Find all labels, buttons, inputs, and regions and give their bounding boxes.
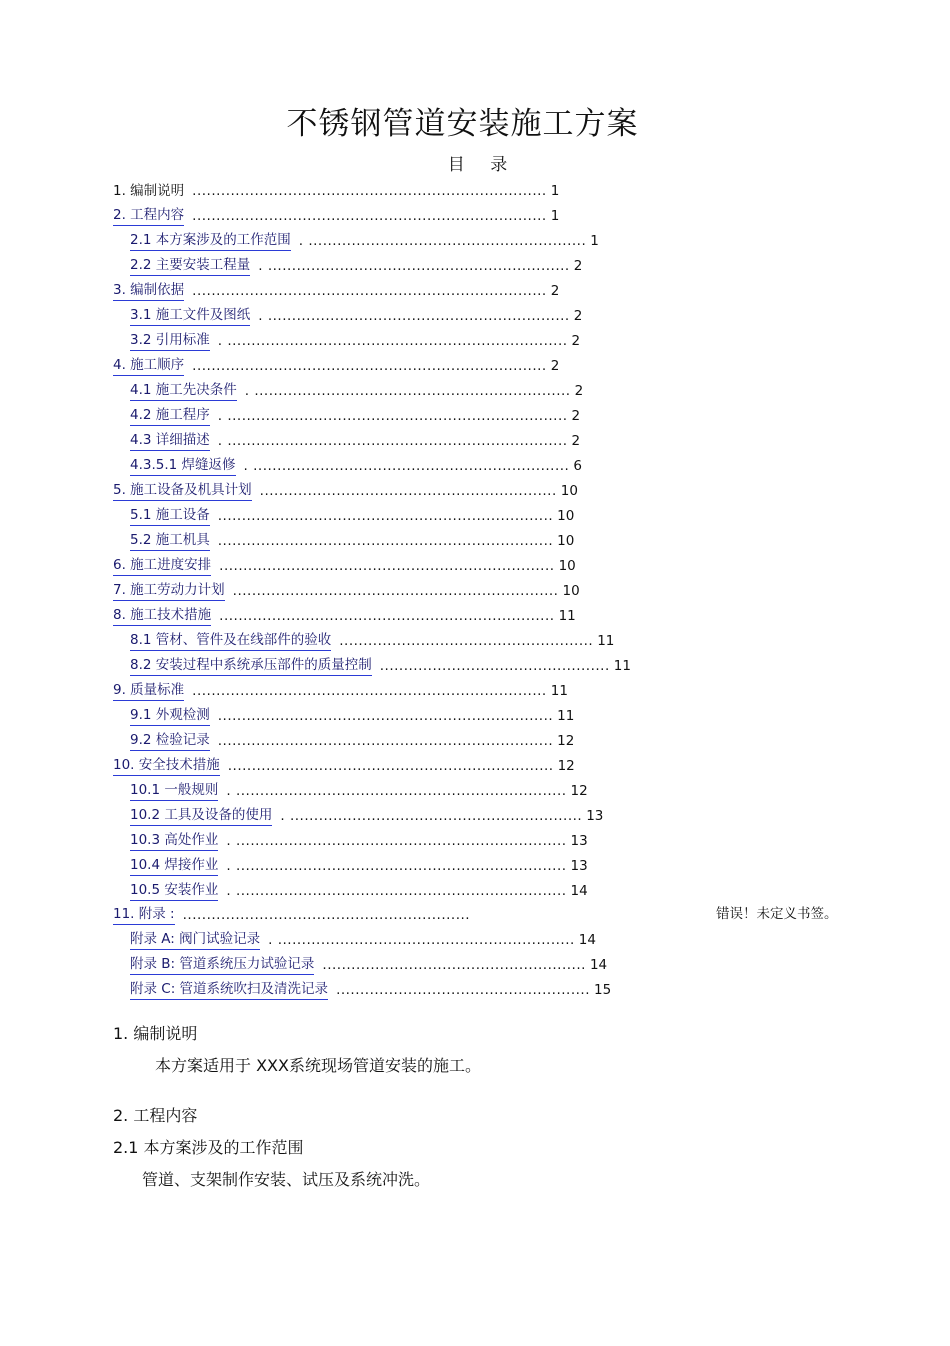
- toc-entry[interactable]: [130, 930, 596, 950]
- toc-entry[interactable]: [130, 431, 580, 451]
- toc-entry-page-number: 11: [613, 658, 631, 674]
- toc-entry-label[interactable]: 6. 施工进度安排: [113, 555, 211, 576]
- toc-entry-leader-dots: .......................................................: [322, 957, 586, 973]
- toc-entry-page-number: 13: [570, 833, 588, 849]
- section-2-1-heading: 2.1 本方案涉及的工作范围: [113, 1138, 304, 1157]
- toc-entry-label[interactable]: 8.2 安装过程中系统承压部件的质量控制: [130, 655, 372, 676]
- toc-entry-label[interactable]: 9.1 外观检测: [130, 705, 210, 726]
- toc-entry[interactable]: [113, 356, 559, 376]
- toc-entry-leader-dots: ......................................................................: [219, 608, 555, 624]
- toc-entry-label[interactable]: 7. 施工劳动力计划: [113, 580, 225, 601]
- toc-entry[interactable]: [113, 281, 559, 301]
- toc-entry-page-number: 11: [550, 683, 568, 699]
- toc-entry[interactable]: [113, 756, 575, 776]
- toc-entry[interactable]: [113, 905, 474, 925]
- toc-entry-label[interactable]: 附录 A: 阀门试验记录: [130, 929, 260, 950]
- toc-entry-page-number: 1: [590, 233, 599, 249]
- toc-entry-leader-dots: ..........................................................................: [192, 283, 547, 299]
- toc-entry-page-number: 2: [550, 283, 560, 299]
- section-1-heading: 1. 编制说明: [113, 1024, 198, 1043]
- toc-entry-page-number: 2: [550, 358, 560, 374]
- toc-entry[interactable]: [130, 631, 614, 651]
- toc-entry-leader-dots: ....................................................................: [232, 583, 559, 599]
- toc-entry-label[interactable]: 4.2 施工程序: [130, 405, 210, 426]
- toc-entry-page-number: 13: [570, 858, 588, 874]
- toc-entry-leader-dots: ......................................................................: [219, 558, 555, 574]
- toc-entry[interactable]: [130, 955, 607, 975]
- toc-entry-label[interactable]: 2.2 主要安装工程量: [130, 255, 250, 276]
- toc-entry-page-number: 15: [594, 982, 612, 998]
- toc-entry-leader-dots: ............................................................: [182, 907, 471, 923]
- toc-entry-page-number: 2: [574, 383, 584, 399]
- toc-entry[interactable]: [130, 980, 611, 1000]
- toc-entry-leader-dots: . ..............................................................: [268, 932, 575, 948]
- toc-entry[interactable]: [130, 256, 582, 276]
- toc-entry-leader-dots: ..........................................................................: [192, 183, 547, 199]
- toc-entry-leader-dots: .....................................................: [336, 982, 590, 998]
- toc-entry[interactable]: [130, 656, 631, 676]
- toc-entry-leader-dots: . ...............................................................: [258, 308, 570, 324]
- toc-entry-page-number: 2: [573, 258, 583, 274]
- toc-entry[interactable]: [113, 681, 568, 701]
- toc-entry-page-number: 13: [586, 808, 604, 824]
- toc-entry-leader-dots: . ...............................................................: [258, 258, 570, 274]
- toc-entry-leader-dots: ..........................................................................: [192, 683, 547, 699]
- toc-entry-leader-dots: .....................................................: [339, 633, 594, 649]
- toc-entry[interactable]: [130, 331, 580, 351]
- toc-entry-page-number: 10: [562, 583, 580, 599]
- toc-entry-leader-dots: . .......................................................................: [217, 433, 568, 449]
- toc-entry-leader-dots: . .....................................................................: [226, 833, 567, 849]
- toc-entry-page-number: 11: [597, 633, 615, 649]
- toc-entry-label[interactable]: 10. 安全技术措施: [113, 755, 220, 776]
- toc-entry[interactable]: [130, 456, 582, 476]
- toc-bookmark-error: 错误！未定义书签。: [716, 906, 838, 922]
- toc-entry-leader-dots: ..............................................................: [259, 483, 557, 499]
- toc-entry-label[interactable]: 3.1 施工文件及图纸: [130, 305, 250, 326]
- toc-entry-label[interactable]: 8. 施工技术措施: [113, 605, 211, 626]
- toc-entry-label[interactable]: 10.4 焊接作业: [130, 855, 218, 876]
- toc-entry[interactable]: [113, 481, 578, 501]
- toc-entry: [113, 181, 559, 201]
- toc-entry-page-number: 11: [558, 608, 576, 624]
- toc-entry-page-number: 6: [573, 458, 582, 474]
- toc-entry[interactable]: [113, 606, 576, 626]
- toc-entry-label[interactable]: 附录 B: 管道系统压力试验记录: [130, 954, 314, 975]
- toc-entry-page-number: 1: [550, 183, 560, 199]
- toc-entry[interactable]: [130, 531, 574, 551]
- toc-entry-page-number: 11: [557, 708, 575, 724]
- toc-entry-label[interactable]: 4.1 施工先决条件: [130, 380, 237, 401]
- toc-entry[interactable]: [130, 831, 588, 851]
- toc-entry[interactable]: [130, 706, 574, 726]
- toc-entry-page-number: 2: [571, 433, 581, 449]
- toc-entry-leader-dots: . .....................................................................: [226, 858, 567, 874]
- toc-entry-label[interactable]: 5.1 施工设备: [130, 505, 210, 526]
- toc-entry-leader-dots: ......................................................................: [217, 733, 554, 749]
- section-2-heading: 2. 工程内容: [113, 1106, 198, 1125]
- toc-entry-page-number: 2: [571, 408, 581, 424]
- toc-entry-label[interactable]: 3.2 引用标准: [130, 330, 210, 351]
- toc-entry-label[interactable]: 2.1 本方案涉及的工作范围: [130, 230, 291, 251]
- toc-entry-label[interactable]: 4.3 详细描述: [130, 430, 210, 451]
- toc-entry[interactable]: [130, 781, 588, 801]
- toc-entry[interactable]: [113, 206, 559, 226]
- toc-entry-leader-dots: . ..................................................................: [244, 383, 571, 399]
- toc-entry-label[interactable]: 4. 施工顺序: [113, 355, 184, 376]
- toc-entry-page-number: 2: [571, 333, 581, 349]
- toc-entry-page-number: 12: [557, 758, 575, 774]
- toc-entry[interactable]: [130, 881, 588, 901]
- toc-entry-page-number: 12: [570, 783, 588, 799]
- toc-entry-page-number: 10: [557, 508, 575, 524]
- toc-entry-leader-dots: ......................................................................: [217, 508, 554, 524]
- toc-entry-label[interactable]: 10.3 高处作业: [130, 830, 218, 851]
- toc-entry-leader-dots: ....................................................................: [227, 758, 554, 774]
- toc-entry-leader-dots: . .....................................................................: [226, 883, 567, 899]
- toc-entry-page-number: 14: [589, 957, 608, 973]
- toc-entry[interactable]: [130, 506, 574, 526]
- toc-entry-leader-dots: . .............................................................: [280, 808, 583, 824]
- toc-entry-label[interactable]: 9.2 检验记录: [130, 730, 210, 751]
- toc-entry[interactable]: [130, 856, 588, 876]
- toc-entry-label[interactable]: 10.2 工具及设备的使用: [130, 805, 272, 826]
- toc-entry-leader-dots: ................................................: [379, 658, 610, 674]
- toc-entry[interactable]: [113, 581, 580, 601]
- toc-entry[interactable]: [130, 806, 603, 826]
- toc-entry-page-number: 10: [557, 533, 575, 549]
- toc-entry-label[interactable]: 5.2 施工机具: [130, 530, 210, 551]
- toc-entry-leader-dots: ......................................................................: [217, 533, 554, 549]
- toc-entry-page-number: 14: [570, 883, 588, 899]
- section-2-1-paragraph: 管道、支架制作安装、试压及系统冲洗。: [142, 1170, 431, 1189]
- toc-entry-leader-dots: . .....................................................................: [226, 783, 567, 799]
- toc-entry-leader-dots: . .......................................................................: [217, 408, 568, 424]
- toc-heading: 目 录: [447, 155, 518, 175]
- toc-entry-label[interactable]: 5. 施工设备及机具计划: [113, 480, 252, 501]
- toc-entry-leader-dots: ..........................................................................: [192, 358, 547, 374]
- toc-entry-page-number: 2: [573, 308, 583, 324]
- toc-entry-leader-dots: . ..................................................................: [243, 458, 570, 474]
- toc-entry-leader-dots: ..........................................................................: [192, 208, 547, 224]
- toc-entry[interactable]: [130, 731, 574, 751]
- toc-entry-label[interactable]: 10.5 安装作业: [130, 880, 218, 901]
- toc-entry-label[interactable]: 2. 工程内容: [113, 205, 184, 226]
- toc-entry-leader-dots: . ..........................................................: [298, 233, 587, 249]
- toc-entry-label[interactable]: 3. 编制依据: [113, 280, 184, 301]
- toc-entry-label[interactable]: 10.1 一般规则: [130, 780, 218, 801]
- toc-entry-label[interactable]: 附录 C: 管道系统吹扫及清洗记录: [130, 979, 328, 1000]
- section-1-paragraph: 本方案适用于 XXX系统现场管道安装的施工。: [155, 1056, 481, 1075]
- toc-entry[interactable]: [130, 306, 582, 326]
- toc-entry-leader-dots: ......................................................................: [217, 708, 554, 724]
- toc-entry-page-number: 1: [550, 208, 560, 224]
- toc-entry-page-number: 14: [578, 932, 596, 948]
- toc-entry[interactable]: [130, 381, 583, 401]
- toc-entry-label: 1. 编制说明: [113, 183, 185, 199]
- toc-entry[interactable]: [130, 231, 599, 251]
- document-title: 不锈钢管道安装施工方案: [286, 106, 639, 142]
- toc-entry-label[interactable]: 9. 质量标准: [113, 680, 184, 701]
- toc-entry-label[interactable]: 8.1 管材、管件及在线部件的验收: [130, 630, 331, 651]
- toc-entry-page-number: 10: [558, 558, 576, 574]
- toc-entry-page-number: 12: [557, 733, 575, 749]
- toc-entry[interactable]: [130, 406, 580, 426]
- toc-entry-label[interactable]: 11. 附录 :: [113, 904, 175, 925]
- toc-entry[interactable]: [113, 556, 576, 576]
- toc-entry-label[interactable]: 4.3.5.1 焊缝返修: [130, 455, 236, 476]
- toc-entry-page-number: 10: [560, 483, 578, 499]
- toc-entry-leader-dots: . .......................................................................: [217, 333, 568, 349]
